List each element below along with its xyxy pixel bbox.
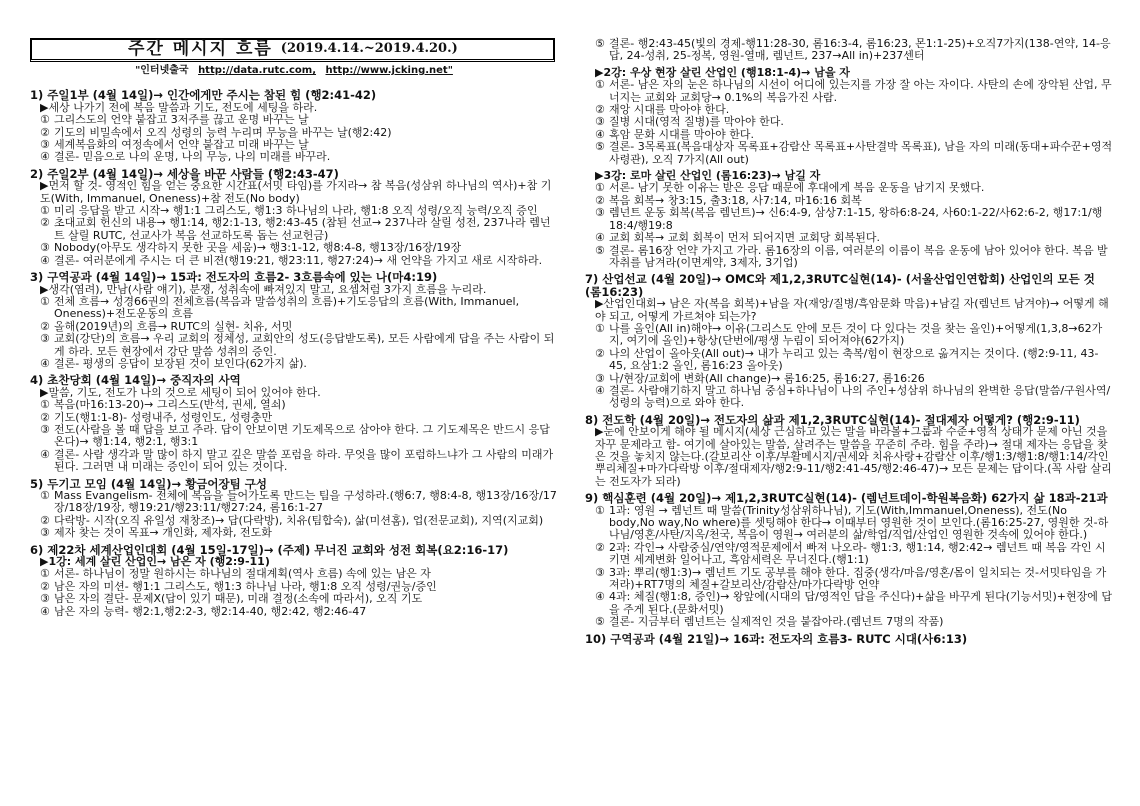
list-item (30, 399, 558, 411)
item-text: 결론- 행2:43-45(빛의 경제-행11:28-30, 롬16:3-4, 롬16:23, 몬1:1-25)+오직7가지(138-연약, 14-응답, 24-성취, 25-정복, 영원-열매, 렘넌트, 237→All in)+237센터 (609, 37, 1111, 63)
section-heading: 4) 초찬당회 (4월 14일)→ 중직자의 사역 (30, 373, 241, 388)
message-section (585, 170, 1113, 269)
item-number: ③ (595, 115, 605, 129)
item-text: 결론- 평생의 응답이 보장된 것이 보인다(62가지 삶). (54, 356, 307, 370)
item-number: ④ (595, 127, 605, 141)
list-item (30, 151, 558, 163)
item-number: ① (595, 181, 605, 195)
link-data-rutc[interactable]: http://data.rutc.com, (198, 65, 317, 76)
item-text: 질병 시대(영적 질병)를 막아야 한다. (609, 115, 784, 129)
list-item (585, 505, 1113, 542)
list-item (585, 232, 1113, 244)
section-heading: 1) 주일1부 (4월 14일)→ 인간에게만 주시는 참된 힘 (행2:41-42) (30, 88, 377, 103)
item-number: ① (40, 113, 50, 127)
link-jcking[interactable]: http://www.jcking.net" (325, 65, 453, 76)
list-item (585, 591, 1113, 616)
list-item (30, 593, 558, 605)
item-text: 기도(행1:1-8)- 성령내주, 성령인도, 성령충만 (54, 410, 273, 424)
item-text: 서론- 남은 자의 눈은 하나님의 시선이 어디에 있는지를 가장 잘 아는 자이다. 사탄의 손에 장악된 산업, 무너지는 교회와 교회당→ 0.1%의 복음가진 사람. (609, 78, 1112, 104)
lecture-heading: ▶3강: 로마 살린 산업인 (롬16:23)→ 남길 자 (595, 169, 821, 183)
item-text: 혹암 문화 시대를 막아야 한다. (609, 127, 754, 141)
right-column (585, 0, 1113, 645)
message-section (585, 38, 1113, 63)
section-intro: ▶먼저 할 것- 영적인 힘을 얻는 중요한 시간표(서밋 타임)를 가지라→ 참 복음(성삼위 하나님의 역사)+참 기도(With, Immanuel, Oneness)+참 전도(No body) (40, 179, 552, 205)
item-text: 나/현장/교회에 변화(All change)→ 롬16:25, 롬16:27, 롬16:26 (609, 371, 925, 385)
lecture-heading: ▶1강: 세계 살린 산업인→ 남은 자 (행2:9-11) (40, 555, 270, 569)
item-text: 기도의 비밀속에서 오직 성령의 능력 누리며 무능을 바꾸는 날(행2:42) (54, 125, 392, 139)
item-number: ④ (595, 231, 605, 245)
left-column (30, 0, 558, 618)
item-number: ② (595, 540, 605, 554)
list-item (30, 358, 558, 370)
section-heading: 7) 산업선교 (4월 20일)→ OMC와 제1,2,3RUTC실현(14)- (서울산업인연합회) 산업인의 모든 것 (롬16:23) (585, 272, 1095, 299)
list-item (30, 490, 558, 515)
item-number: ④ (595, 590, 605, 604)
item-text: 남은 자의 미션- 행1:1 그리스도, 행1:3 하나님 나라, 행1:8 오직 성령/권능/증인 (54, 579, 437, 593)
list-item (585, 323, 1113, 348)
item-text: 나를 올인(All in)해야→ 이유(그리스도 안에 모든 것이 다 있다는 것을 찾는 올인)+어떻게(1,3,8→62가지, 여기에 올인)+항상(단번에/평생 누림이 되어져야(62가지) (609, 321, 1103, 348)
item-text: 그리스도의 언약 붙잡고 3저주를 끊고 운명 바꾸는 날 (54, 113, 309, 127)
list-item (30, 424, 558, 449)
item-text: 3과: 뿌리(행1:3)→ 렘넌트 기도 공부를 해야 한다. 집중(생각/마음/영혼/몸이 일치되는 것-서밋타임을 가져라)+RT7명의 체질+갈보리산/감람산/마가다락방 언약 (609, 565, 1107, 592)
item-text: 서론- 남기 못한 이유는 받은 응답 때문에 후대에게 복음 운동을 남기지 못했다. (609, 181, 985, 195)
right-sections (585, 38, 1113, 645)
item-text: 다락방- 시작(오직 유일성 재창조)→ 답(다락방), 치유(팀합숙), 삶(미션홈), 업(전문교회), 지역(지교회) (54, 513, 544, 527)
message-section (30, 89, 558, 163)
list-item (30, 568, 558, 580)
item-text: 결론- 3목록표(복음대상자 목록표+감람산 목록표+사탄결박 목록표), 남을 자의 미래(동대+파수꾼+영적사령관), 오직 7가지(All out) (609, 140, 1113, 166)
item-text: 전체 흐름→ 성경66권의 전체흐름(복음과 말씀성취의 흐름)+기도응답의 흐름(With, Immanuel, Oneness)+전도운동의 흐름 (54, 294, 520, 321)
section-heading: 5) 두기고 모임 (4월 14일)→ 황금어장팀 구성 (30, 476, 267, 491)
item-number: ② (40, 579, 50, 593)
item-text: 복음 회복→ 창3:15, 출3:18, 사7:14, 마16:16 회복 (609, 193, 862, 207)
list-item (585, 385, 1113, 410)
item-text: 초대교회 헌신의 내용→ 행1:14, 행2:1-13, 행2:43-45 (참된 선교→ 237나라 살릴 성전, 237나라 렘넌트 살릴 RUTC, 선교사가 복음 선교하도록 돕는 선교헌금) (54, 216, 551, 242)
item-number: ② (40, 125, 50, 139)
message-section (585, 492, 1113, 628)
item-number: ② (595, 193, 605, 207)
message-section (585, 633, 1113, 645)
list-item (30, 606, 558, 618)
list-item (585, 567, 1113, 592)
list-item (30, 217, 558, 242)
source-label: "인터넷출국 (135, 65, 189, 76)
title-box (30, 38, 555, 62)
item-number: ① (40, 294, 50, 308)
message-section (30, 478, 558, 540)
list-item (585, 207, 1113, 232)
item-text: 결론- 여러분에게 주시는 더 큰 비젼(행19:21, 행23:11, 행27:24)→ 새 언약을 가지고 새로 시작하라. (54, 253, 543, 267)
item-text: 올해(2019년)의 흐름→ RUTC의 실현- 치유, 서밋 (54, 319, 293, 333)
section-heading: 2) 주일2부 (4월 14일)→ 세상을 바꾼 사람들 (행2:43-47) (30, 166, 339, 181)
section-intro: ▶생각(염려), 만남(사람 얘기), 분쟁, 성취속에 빠져있지 말고, 요셉처럼 3가지 흐름을 누리라. (40, 282, 487, 296)
message-section (30, 271, 558, 370)
list-item (30, 333, 558, 358)
section-heading: 6) 제22차 세계산업인대회 (4월 15일-17일)→ (주제) 무너진 교회와 성전 회복(요2:16-17) (30, 542, 509, 557)
list-item (585, 116, 1113, 128)
section-heading: 10) 구역공과 (4월 21일)→ 16과: 전도자의 흐름3- RUTC 시대(사6:13) (585, 631, 968, 646)
item-number: ④ (40, 253, 50, 267)
item-text: 나의 산업이 올아웃(All out)→ 내가 누리고 있는 축복/힘이 현장으로 옮겨지는 것이다. (행2:9-11, 43-45, 요삼1:2 올인, 롬16:23 올아웃) (609, 346, 1099, 373)
item-text: 2과: 각인→ 사람중심/연약/영적문제에서 빠져 나오라- 행1:3, 행1:14, 행2:42→ 렘넌트 때 복음 각인 시키면 세계변화 일어나고, 흑암세력은 무너진다.(행1:1) (609, 540, 1106, 567)
item-text: 결론- 사람얘기하지 말고 하나님 중심+하나님이 나의 주인+성삼위 하나님의 완벽한 응답(말씀/구원사역/성령의 능력)으로 와야 한다. (609, 383, 1111, 410)
item-number: ① (40, 398, 50, 412)
section-heading: 8) 전도학 (4월 20일)→ 전도자의 삶과 제1,2,3RUTC실현(14)- 절대제자 어떻게? (행2:9-11) (585, 412, 1080, 427)
item-text: 재앙 시대를 막아야 한다. (609, 103, 730, 117)
list-item (585, 616, 1113, 628)
item-number: ⑤ (595, 243, 605, 257)
item-text: 미리 응답을 받고 시작→ 행1:1 그리스도, 행1:3 하나님의 나라, 행1:8 오직 성령/오직 능력/오직 증인 (54, 204, 538, 218)
list-item (585, 542, 1113, 567)
item-number: ② (595, 346, 605, 360)
item-text: 남은 자의 능력- 행2:1,행2:2-3, 행2:14-40, 행2:42, 행2:46-47 (54, 604, 367, 618)
item-text: 1과: 영원 → 렘넌트 때 말씀(Trinity성삼위하나님), 기도(With,Immanuel,Oneness), 전도(No body,No way,No where)를 셋팅해야 한다→ 이때부터 영원한 것이 보인다.(롬16:25-27, 영원한 것-하나님/영혼/사탄/지옥/천국, 복음이 영원→ 여러분의 삶/학업/직업/산업인 영원한 것속에 있어야 한다.) (609, 503, 1109, 542)
item-number: ① (40, 567, 50, 581)
item-text: Nobody(아무도 생각하지 못한 곳을 세움)→ 행3:1-12, 행8:4-8, 행13장/16장/19장 (54, 241, 462, 255)
section-intro: ▶눈에 안보이게 해야 될 메시지(세상 근심하고 있는 말을 바라볼+그룹과 수준+영적 상태가 문제 아닌 것을 자꾸 문제라고 함- 여기에 살아있는 말씀, 살려주는 말씀을 꾸준히 주라. 힘을 주라)→ 절대 제자는 응답을 찾은 것을 놓치지 않는다.(갈보리산 이후/부활메시지/권세와 치유사랑+감람산 이후/행1:3/행1:8/행1:14/각인뿌리체질+마가다락방 이후/절대제자/행2:9-11/행2:41-45/행2:46-47)→ 모든 문제는 답이다.(꼭 사람 살리는 전도자가 되라) (595, 425, 1112, 488)
section-intro: ▶산업인대회→ 남은 자(복음 회복)+남을 자(재앙/질병/흑암문화 막음)+남길 자(렘넌트 남겨야)→ 어떻게 해야 되고, 어떻게 가르쳐야 되는가? (595, 297, 1109, 323)
item-number: ④ (40, 150, 50, 164)
item-number: ③ (40, 241, 50, 255)
item-number: ② (595, 103, 605, 117)
page-date-range: (2019.4.14.~2019.4.20.) (280, 41, 458, 57)
item-number: ③ (40, 332, 50, 346)
list-item (30, 527, 558, 539)
item-number: ③ (595, 206, 605, 220)
item-number: ② (40, 319, 50, 333)
list-item (585, 348, 1113, 373)
item-text: 세계복음화의 여정속에서 언약 붙잡고 미래 바꾸는 날 (54, 138, 309, 152)
item-number: ⑤ (595, 615, 605, 629)
item-number: ① (595, 78, 605, 92)
item-text: 4과: 체질(행1:8, 증인)→ 왕앞에(시대의 답/영적인 답을 주신다)+삶을 바꾸게 된다(기능서밋)+현장에 답을 주게 된다.(문화서밋) (609, 590, 1113, 616)
item-text: 전도(사람을 볼 때 답을 보고 주라. 답이 안보이면 기도제목으로 삼아야 한다. 그 기도제목은 반드시 응답온다)→ 행1:14, 행2:1, 행3:1 (54, 422, 550, 449)
item-number: ④ (40, 447, 50, 461)
item-text: 결론- 사람 생각과 말 많이 하지 말고 깊은 말씀 포럼을 하라. 무엇을 많이 포럼하느냐가 그 사람의 미래가 된다. 그러면 내 미래는 증인이 되어 있는 것이다. (54, 447, 554, 474)
item-number: ② (40, 513, 50, 527)
item-text: Mass Evangelism- 전체에 복음을 들어가도록 만드는 팀을 구성하라.(행6:7, 행8:4-8, 행13장/16장/17장/18장/19장, 행19:21/행23:11/행27:24, 롬16:1-27 (54, 489, 557, 515)
item-number: ① (595, 321, 605, 335)
item-text: 교회(강단)의 흐름→ 우리 교회의 정체성, 교회안의 성도(응답받도록), 모든 사람에게 답을 주는 사람이 되게 하라. 모든 현장에서 강단 말씀 성취의 증인. (54, 332, 555, 358)
left-sections (30, 89, 558, 618)
item-number: ① (595, 503, 605, 517)
list-item (585, 141, 1113, 166)
item-number: ① (40, 204, 50, 218)
section-heading: 3) 구역공과 (4월 14일)→ 15과: 전도자의 흐름2- 3흐름속에 있는 나(마4:19) (30, 270, 438, 285)
message-section (30, 168, 558, 267)
item-text: 결론- 믿음으로 나의 운명, 나의 무능, 나의 미래를 바꾸라. (54, 150, 331, 164)
item-text: 결론- 지금부터 렘넌트는 실제적인 것을 붙잡아라.(렘넌트 7명의 작품) (609, 615, 944, 629)
item-text: 교회 회복→ 교회 회복이 먼저 되어지면 교회당 회복된다. (609, 231, 880, 245)
item-number: ④ (595, 383, 605, 397)
section-intro: ▶세상 나가기 전에 복음 말씀과 기도, 전도에 세팅을 하라. (40, 100, 318, 114)
item-text: 복음(마16:13-20)→ 그리스도(반석, 권세, 열쇠) (54, 398, 286, 412)
list-item (585, 79, 1113, 104)
item-text: 남은 자의 결단- 문제X(답이 있기 때문), 미래 결정(소속에 따라서), 오직 기도 (54, 592, 423, 606)
item-text: 서론- 하나님이 정말 원하시는 하나님의 절대계획(역사 흐름) 속에 있는 남은 자 (54, 567, 431, 581)
item-number: ③ (595, 565, 605, 579)
list-item (30, 242, 558, 254)
item-number: ③ (595, 371, 605, 385)
lecture-heading: ▶2강: 우상 현장 살린 산업인 (행18:1-4)→ 남을 자 (595, 65, 850, 79)
list-item (585, 245, 1113, 270)
message-section (30, 374, 558, 473)
item-number: ③ (40, 526, 50, 540)
list-item (585, 182, 1113, 194)
item-number: ⑤ (595, 140, 605, 154)
item-text: 제자 찾는 것이 목표→ 개인화, 제자화, 전도화 (54, 526, 272, 540)
item-number: ① (40, 489, 50, 502)
message-section (585, 67, 1113, 166)
item-text: 렘넌트 운동 회복(복음 렘넌트)→ 신6:4-9, 삼상7:1-15, 왕하6:8-24, 사60:1-22/사62:6-2, 행17:1/행18:4/행19:8 (609, 206, 1103, 232)
message-section (585, 273, 1113, 409)
item-number: ⑤ (595, 37, 605, 50)
page-title: 주간 메시지 흐름 (128, 39, 273, 60)
list-item (30, 114, 558, 126)
message-section (585, 414, 1113, 488)
item-number: ④ (40, 604, 50, 618)
message-section (30, 544, 558, 618)
item-number: ② (40, 410, 50, 424)
item-number: ② (40, 216, 50, 230)
source-line (30, 65, 558, 77)
section-heading: 9) 핵심훈련 (4월 20일)→ 제1,2,3RUTC실현(14)- (렘넌트데이-학원복음화) 62가지 삶 18과-21과 (585, 491, 1108, 506)
item-text: 결론- 롬16장 언약 가지고 가라. 롬16장의 이름, 여러분의 이름이 복음 운동에 남아 있어야 한다. 복음 발자취를 남겨라(이면계약, 3제자, 3기업) (609, 243, 1108, 269)
list-item (585, 38, 1113, 63)
item-number: ④ (40, 356, 50, 370)
item-number: ③ (40, 138, 50, 152)
list-item (30, 449, 558, 474)
list-item (30, 296, 558, 321)
section-intro: ▶말씀, 기도, 전도가 나의 것으로 세팅이 되어 있어야 한다. (40, 385, 321, 399)
list-item (30, 255, 558, 267)
item-number: ③ (40, 422, 50, 436)
item-number: ③ (40, 592, 50, 606)
